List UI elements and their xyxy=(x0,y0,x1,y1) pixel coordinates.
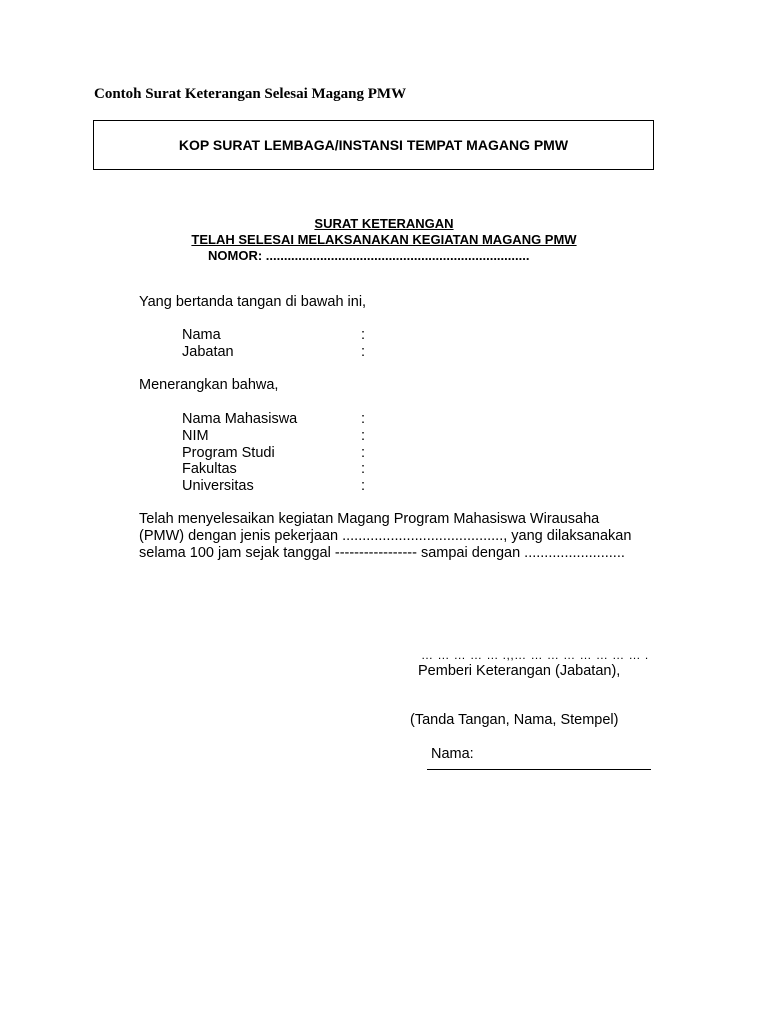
signatory-name-label: Nama: xyxy=(431,746,474,762)
field-label-nim: NIM xyxy=(182,428,209,444)
place-date-line: … … … … … .,,… … … … … … … … . xyxy=(421,648,649,662)
field-label-fakultas: Fakultas xyxy=(182,461,237,477)
field-label-nama: Nama xyxy=(182,327,221,343)
paragraph-line: (PMW) dengan jenis pekerjaan ........................................, yang dilaksanakan xyxy=(139,528,632,544)
field-colon: : xyxy=(361,344,366,360)
field-colon: : xyxy=(361,428,366,444)
signatory-title: Pemberi Keterangan (Jabatan), xyxy=(418,663,621,679)
letter-subtitle: TELAH SELESAI MELAKSANAKAN KEGIATAN MAGANG PMW xyxy=(191,232,577,247)
letterhead-text: KOP SURAT LEMBAGA/INSTANSI TEMPAT MAGANG PMW xyxy=(178,137,569,153)
paragraph-line: Telah menyelesaikan kegiatan Magang Program Mahasiswa Wirausaha xyxy=(139,511,600,527)
field-colon: : xyxy=(361,478,366,494)
letter-title: SURAT KETERANGAN xyxy=(314,216,454,231)
letter-number: NOMOR: ......................................................................... xyxy=(208,248,530,263)
signer-intro: Yang bertanda tangan di bawah ini, xyxy=(139,294,367,310)
field-colon: : xyxy=(361,461,366,477)
field-label-nama-mahasiswa: Nama Mahasiswa xyxy=(182,411,298,427)
paragraph-line: selama 100 jam sejak tanggal ----------------- sampai dengan ......................... xyxy=(139,545,625,561)
field-colon: : xyxy=(361,445,366,461)
field-label-universitas: Universitas xyxy=(182,478,254,494)
signature-instruction: (Tanda Tangan, Nama, Stempel) xyxy=(410,712,619,728)
field-colon: : xyxy=(361,411,366,427)
body-paragraph xyxy=(139,511,631,562)
signature-line xyxy=(427,769,651,770)
letterhead-box xyxy=(93,120,654,170)
field-label-jabatan: Jabatan xyxy=(182,344,234,360)
document-heading: Contoh Surat Keterangan Selesai Magang PMW xyxy=(94,86,407,102)
student-intro: Menerangkan bahwa, xyxy=(139,377,279,393)
field-colon: : xyxy=(361,327,366,343)
field-label-program-studi: Program Studi xyxy=(182,445,275,461)
